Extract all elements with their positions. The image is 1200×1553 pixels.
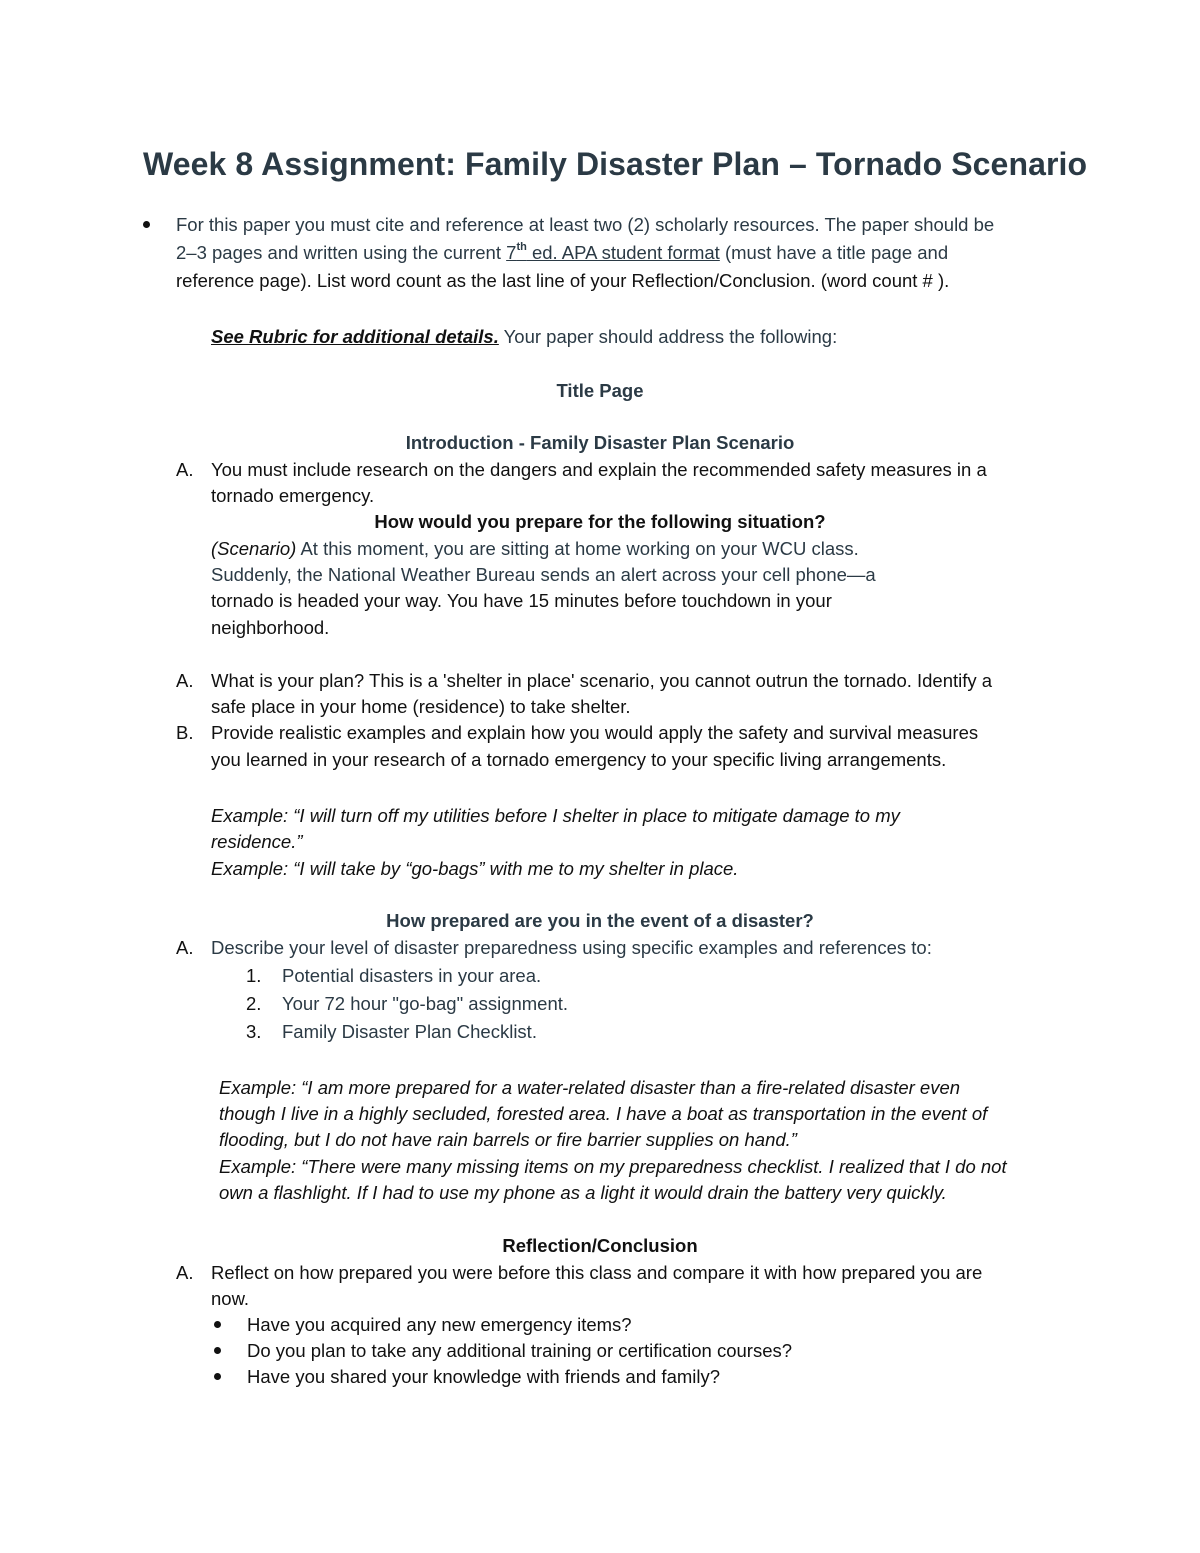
preparedness-example-1-line-1: Example: “I am more prepared for a water-related disaster than a fire-related disaster even xyxy=(219,1077,961,1098)
scenario-question: How would you prepare for the following situation? xyxy=(374,511,826,532)
bullet-icon xyxy=(214,1373,221,1380)
reflection-bullet: Have you acquired any new emergency items? xyxy=(247,1314,632,1335)
requirements-text: 2–3 pages and written using the current xyxy=(176,242,507,263)
reflection-item-a-line-2: now. xyxy=(211,1288,250,1309)
bullet-icon xyxy=(214,1347,221,1354)
rubric-line xyxy=(211,324,837,350)
scenario-label: (Scenario) xyxy=(211,538,297,559)
intro-item-a-line-1: You must include research on the dangers and explain the recommended safety measures in a xyxy=(211,459,987,480)
title-page-heading: Title Page xyxy=(556,380,644,401)
plan-item-a-line-1: What is your plan? This is a 'shelter in place' scenario, you cannot outrun the tornado. Identify a xyxy=(211,670,993,691)
scenario-text: At this moment, you are sitting at home working on your WCU class. xyxy=(296,538,859,559)
numbered-marker: 2. xyxy=(246,993,262,1014)
numbered-marker: 3. xyxy=(246,1021,262,1042)
reflection-heading: Reflection/Conclusion xyxy=(502,1235,698,1256)
preparedness-heading: How prepared are you in the event of a disaster? xyxy=(386,910,814,931)
requirements-text-end: (must have a title page and xyxy=(719,242,949,263)
plan-item-b-line-1: Provide realistic examples and explain how you would apply the safety and survival measures xyxy=(211,722,979,743)
plan-example-1-line-1: Example: “I will turn off my utilities before I shelter in place to mitigate damage to my xyxy=(211,805,900,826)
numbered-item: Family Disaster Plan Checklist. xyxy=(282,1021,537,1042)
rubric-link[interactable]: See Rubric for additional details. xyxy=(211,326,499,347)
list-marker: A. xyxy=(176,670,194,691)
reflection-item-a-line-1: Reflect on how prepared you were before this class and compare it with how prepared you are xyxy=(211,1262,983,1283)
scenario-line-1 xyxy=(211,536,859,562)
requirements-line-3: reference page). List word count as the last line of your Reflection/Conclusion. (word count # ). xyxy=(176,270,950,291)
scenario-line-4: neighborhood. xyxy=(211,617,330,638)
list-marker: B. xyxy=(176,722,194,743)
apa-format-link[interactable]: 7th ed. APA student format xyxy=(506,240,720,263)
list-marker: A. xyxy=(176,1262,194,1283)
document-title: Week 8 Assignment: Family Disaster Plan – Tornado Scenario xyxy=(143,146,1088,182)
plan-item-a-line-2: safe place in your home (residence) to take shelter. xyxy=(211,696,631,717)
reflection-bullet: Do you plan to take any additional training or certification courses? xyxy=(247,1340,793,1361)
reflection-bullet: Have you shared your knowledge with friends and family? xyxy=(247,1366,721,1387)
numbered-item: Potential disasters in your area. xyxy=(282,965,542,986)
list-marker: A. xyxy=(176,937,194,958)
numbered-item: Your 72 hour "go-bag" assignment. xyxy=(282,993,569,1014)
list-marker: A. xyxy=(176,459,194,480)
bullet-icon xyxy=(143,221,150,228)
requirements-line-1: For this paper you must cite and reference at least two (2) scholarly resources. The paper should be xyxy=(176,214,995,235)
intro-item-a-line-2: tornado emergency. xyxy=(211,485,375,506)
preparedness-example-2-line-1: Example: “There were many missing items on my preparedness checklist. I realized that I do not xyxy=(219,1156,1007,1177)
rubric-text: Your paper should address the following: xyxy=(498,326,838,347)
plan-example-1-line-2: residence.” xyxy=(211,831,303,852)
introduction-heading: Introduction - Family Disaster Plan Scenario xyxy=(405,432,795,453)
plan-item-b-line-2: you learned in your research of a tornado emergency to your specific living arrangements. xyxy=(211,749,947,770)
preparedness-example-1-line-3: flooding, but I do not have rain barrels or fire barrier supplies on hand.” xyxy=(219,1129,797,1150)
preparedness-example-1-line-2: though I live in a highly secluded, forested area. I have a boat as transportation in the event of xyxy=(219,1103,988,1124)
plan-example-2: Example: “I will take by “go-bags” with me to my shelter in place. xyxy=(211,858,739,879)
scenario-line-2: Suddenly, the National Weather Bureau sends an alert across your cell phone—a xyxy=(211,564,876,585)
bullet-icon xyxy=(214,1321,221,1328)
requirements-line-2 xyxy=(176,240,948,266)
preparedness-item-a: Describe your level of disaster preparedness using specific examples and references to: xyxy=(211,937,932,958)
numbered-marker: 1. xyxy=(246,965,262,986)
preparedness-example-2-line-2: own a flashlight. If I had to use my phone as a light it would drain the battery very quickly. xyxy=(219,1182,947,1203)
scenario-line-3: tornado is headed your way. You have 15 minutes before touchdown in your xyxy=(211,590,832,611)
